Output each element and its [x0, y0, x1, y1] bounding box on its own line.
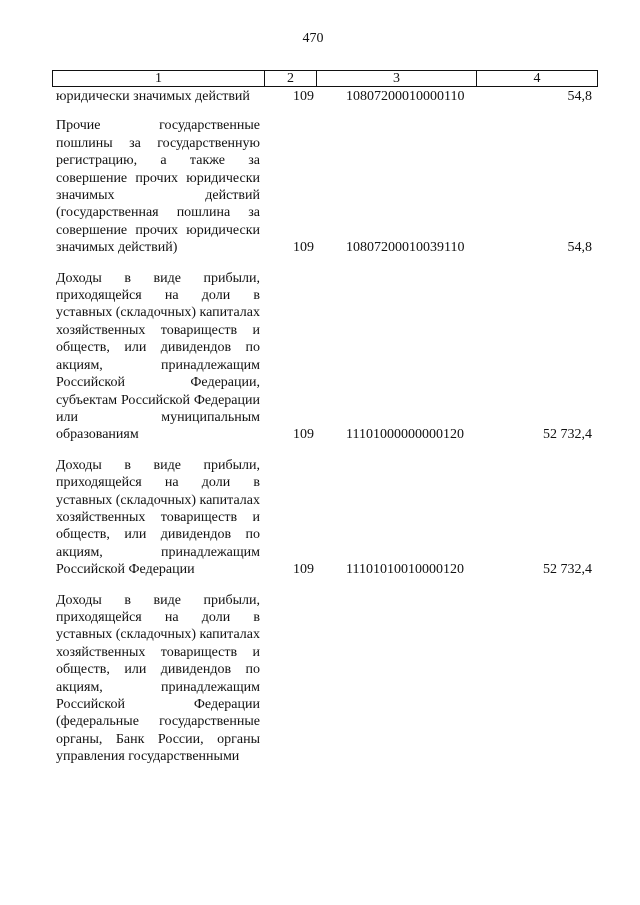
budget-classification-code: 11101000000000120 [346, 427, 464, 443]
revenue-name: Доходы в виде прибыли, приходящейся на доли в уставных (складочных) капиталах хозяйственных товариществ и обществ, или дивидендов по акциям, принадлежащим Российской Федерации, субъектам Российской Федерации или муниципальным образованиям [56, 270, 260, 443]
table-row [56, 270, 596, 444]
admin-code: 109 [293, 240, 314, 256]
budget-classification-code: 10807200010000110 [346, 89, 465, 104]
amount: 52 732,4 [543, 562, 592, 578]
amount: 52 732,4 [543, 427, 592, 443]
revenue-name: Доходы в виде прибыли, приходящейся на доли в уставных (складочных) капиталах хозяйственных товариществ и обществ, или дивидендов по акциям, принадлежащим Российской Федерации (федеральные государственные органы, Банк России, органы управления государственными [56, 592, 260, 765]
budget-classification-code: 11101010010000120 [346, 562, 464, 578]
amount: 54,8 [567, 240, 592, 256]
budget-classification-code: 10807200010039110 [346, 240, 465, 256]
table-row [56, 117, 596, 256]
table-row [56, 457, 596, 579]
admin-code: 109 [293, 562, 314, 578]
column-header-1: 1 [53, 71, 265, 86]
column-header-3: 3 [317, 71, 477, 86]
revenue-name: юридически значимых действий [56, 89, 250, 104]
table-row [56, 88, 596, 105]
revenue-name: Прочие государственные пошлины за государственную регистрацию, а также за совершение прочих юридически значимых действий (государственная пошлина за совершение прочих юридически значимых действий) [56, 118, 260, 256]
table-body [56, 88, 596, 779]
column-header-2: 2 [265, 71, 317, 86]
admin-code: 109 [293, 89, 314, 104]
table-header [52, 70, 598, 87]
column-header-4: 4 [533, 71, 541, 86]
amount: 54,8 [567, 89, 592, 104]
admin-code: 109 [293, 427, 314, 443]
table-row [56, 592, 596, 766]
revenue-name: Доходы в виде прибыли, приходящейся на доли в уставных (складочных) капиталах хозяйственных товариществ и обществ, или дивидендов по акциям, принадлежащим Российской Федерации [56, 457, 260, 578]
page-number: 470 [302, 31, 324, 46]
